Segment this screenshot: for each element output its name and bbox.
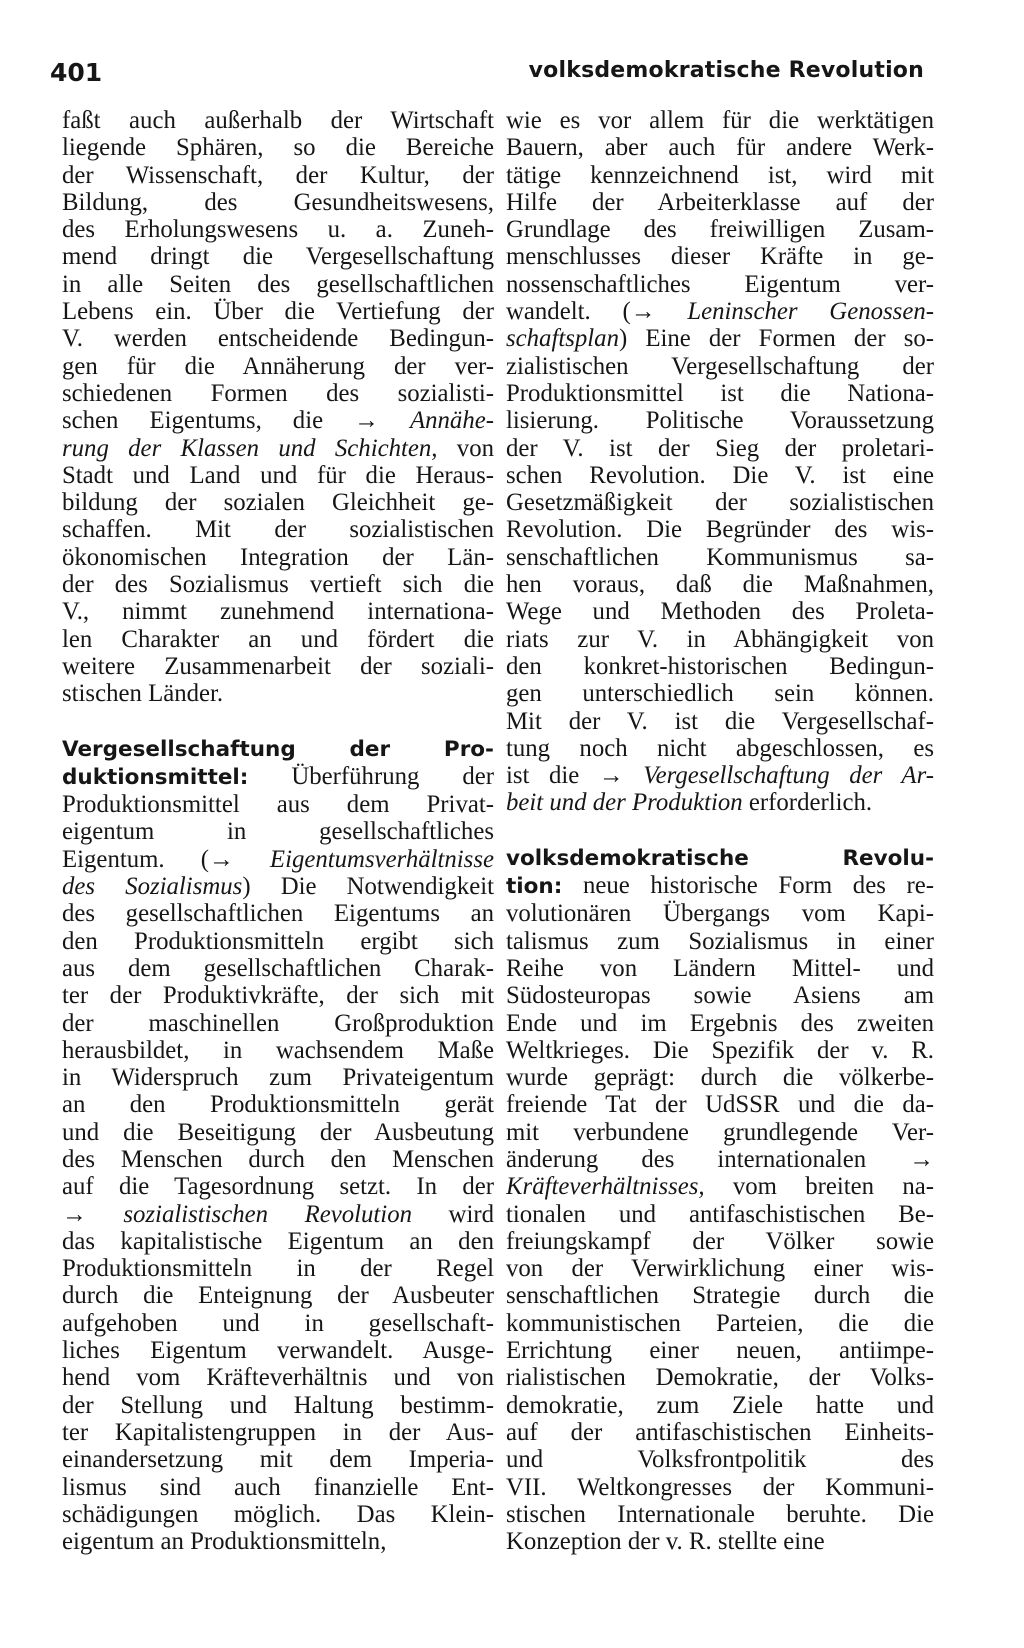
text-run: senschaftlichen Strategie durch die	[506, 1282, 934, 1310]
text-run: Produktionsmittel aus dem Privat-	[62, 791, 494, 819]
text-line	[62, 1119, 494, 1146]
text-run: wandelt. (→	[506, 298, 688, 326]
text-line	[62, 955, 494, 982]
text-run: menschlusses dieser Kräfte in ge-	[506, 243, 934, 271]
text-run: Wege und Methoden des Proleta-	[506, 598, 934, 626]
text-line	[62, 435, 494, 462]
text-run: hend vom Kräfteverhältnis und von	[62, 1364, 494, 1392]
text-run: schädigungen möglich. Das Klein-	[62, 1500, 494, 1528]
text-run: Revolution. Die Begründer des wis-	[506, 516, 934, 544]
text-line	[506, 1501, 934, 1528]
text-line	[62, 325, 494, 352]
text-run: freiungskampf der Völker sowie	[506, 1227, 934, 1255]
text-line	[62, 1037, 494, 1064]
text-line	[62, 162, 494, 189]
text-run: gen für die Annäherung der ver-	[62, 352, 494, 380]
text-line	[62, 1064, 494, 1091]
entry-headword: volksdemokratische Revolu-	[506, 845, 934, 871]
text-run: aufgehoben und in gesellschaft-	[62, 1309, 494, 1337]
text-run: V. werden entscheidende Bedingun-	[62, 325, 494, 353]
text-run: der des Sozialismus vertieft sich die	[62, 571, 494, 599]
text-run: bildung der sozialen Gleichheit ge-	[62, 489, 494, 517]
text-run: Stadt und Land und für die Heraus-	[62, 461, 494, 489]
text-run: faßt auch außerhalb der Wirtschaft	[62, 107, 494, 134]
cross-reference: beit und der Produktion	[506, 789, 743, 817]
text-line	[506, 380, 934, 407]
cross-reference: Kräfteverhältnisses,	[506, 1173, 705, 1201]
text-line	[62, 407, 494, 434]
text-line	[506, 1528, 934, 1555]
text-line	[62, 1146, 494, 1173]
text-run: len Charakter an und fördert die	[62, 625, 494, 653]
cross-reference: des Sozialismus	[62, 873, 243, 901]
text-run: Gesetzmäßigkeit der sozialistischen	[506, 489, 934, 517]
text-line	[506, 489, 934, 516]
text-run: liches Eigentum verwandelt. Ausge-	[62, 1337, 494, 1365]
text-line	[506, 462, 934, 489]
text-run: zialistischen Vergesellschaftung der	[506, 352, 934, 380]
text-line	[506, 789, 934, 816]
text-run: Mit der V. ist die Vergesellschaf-	[506, 707, 934, 735]
page-header	[0, 58, 1024, 98]
cross-reference: Leninscher Genossen-	[687, 298, 934, 326]
text-run: stischen Internationale beruhte. Die	[506, 1500, 934, 1528]
text-run: an den Produktionsmitteln gerät	[62, 1091, 494, 1119]
text-run: Lebens ein. Über die Vertiefung der	[62, 298, 494, 326]
text-line	[62, 982, 494, 1009]
text-line	[506, 1337, 934, 1364]
text-line	[62, 134, 494, 161]
text-run: und die Beseitigung der Ausbeutung	[62, 1118, 494, 1146]
text-line	[62, 516, 494, 543]
text-run: durch die Enteignung der Ausbeuter	[62, 1282, 494, 1310]
text-line	[506, 872, 934, 900]
text-line	[506, 271, 934, 298]
text-run: eigentum an Produktionsmitteln,	[62, 1528, 387, 1556]
text-line	[62, 873, 494, 900]
text-line	[62, 353, 494, 380]
text-run: kommunistischen Parteien, die die	[506, 1309, 934, 1337]
text-line	[506, 298, 934, 325]
text-run: ter der Produktivkräfte, der sich mit	[62, 982, 494, 1010]
cross-reference: rung der Klassen und Schichten,	[62, 434, 438, 462]
text-line	[506, 1173, 934, 1200]
text-line	[62, 598, 494, 625]
text-line	[506, 189, 934, 216]
text-run: ) Die Notwendigkeit	[242, 873, 494, 901]
text-line	[506, 900, 934, 927]
text-line	[506, 1474, 934, 1501]
text-run: schaffen. Mit der sozialistischen	[62, 516, 494, 544]
text-run: riats zur V. in Abhängigkeit von	[506, 625, 934, 653]
text-run: von der Verwirklichung einer wis-	[506, 1255, 934, 1283]
text-run: tung noch nicht abgeschlossen, es	[506, 734, 934, 762]
text-run: wurde geprägt: durch die völkerbe-	[506, 1064, 934, 1092]
cross-reference: Vergesellschaftung der Ar-	[643, 762, 934, 790]
text-line	[506, 216, 934, 243]
text-line	[62, 900, 494, 927]
text-line	[62, 846, 494, 873]
text-run: der Stellung und Haltung bestimm-	[62, 1391, 494, 1419]
text-line	[506, 1310, 934, 1337]
text-line	[506, 598, 934, 625]
text-run: Produktionsmittel ist die Nationa-	[506, 379, 934, 407]
text-line	[62, 571, 494, 598]
text-run: den Produktionsmitteln ergibt sich	[62, 927, 494, 955]
text-run: ökonomischen Integration der Län-	[62, 543, 494, 571]
cross-reference: schaftsplan	[506, 325, 619, 353]
paragraph-gap	[62, 708, 494, 735]
text-line	[506, 1228, 934, 1255]
text-line	[506, 735, 934, 762]
text-line	[62, 462, 494, 489]
text-run: neue historische Form des re-	[562, 872, 934, 900]
text-line	[62, 791, 494, 818]
text-run: stischen Länder.	[62, 680, 224, 708]
cross-reference: sozialistischen Revolution	[123, 1200, 412, 1228]
text-run: gen unterschiedlich sein können.	[506, 680, 934, 708]
text-run: demokratie, zum Ziele hatte und	[506, 1391, 934, 1419]
text-run: einandersetzung mit dem Imperia-	[62, 1446, 494, 1474]
text-run: schen Eigentums, die →	[62, 407, 410, 435]
text-run: Eigentum. (→	[62, 845, 270, 873]
text-line	[62, 1528, 494, 1555]
text-run: rialistischen Demokratie, der Volks-	[506, 1364, 934, 1392]
text-run: ) Eine der Formen der so-	[618, 325, 934, 353]
text-run: der Wissenschaft, der Kultur, der	[62, 161, 494, 189]
text-line	[506, 680, 934, 707]
text-line	[62, 1310, 494, 1337]
text-run: eigentum in gesellschaftliches	[62, 818, 494, 846]
paragraph-gap	[506, 817, 934, 844]
text-line	[506, 1446, 934, 1473]
text-line	[506, 544, 934, 571]
text-line	[62, 1228, 494, 1255]
text-line	[62, 1474, 494, 1501]
text-run: Bauern, aber auch für andere Werk-	[506, 134, 934, 162]
text-line	[62, 735, 494, 763]
text-line	[506, 1010, 934, 1037]
cross-reference: Annähe-	[409, 407, 494, 435]
text-line	[62, 380, 494, 407]
text-line	[506, 134, 934, 161]
text-run: Weltkrieges. Die Spezifik der v. R.	[506, 1036, 934, 1064]
text-line	[62, 216, 494, 243]
text-run: auf die Tagesordnung setzt. In der	[62, 1173, 494, 1201]
text-line	[62, 189, 494, 216]
text-run: hen voraus, daß die Maßnahmen,	[506, 571, 934, 599]
text-run: Grundlage des freiwilligen Zusam-	[506, 216, 934, 244]
text-run: der maschinellen Großproduktion	[62, 1009, 494, 1037]
text-run: talismus zum Sozialismus in einer	[506, 927, 934, 955]
text-run: in alle Seiten des gesellschaftlichen	[62, 270, 494, 298]
text-run: liegende Sphären, so die Bereiche	[62, 134, 494, 162]
entry-headword: Vergesellschaftung der Pro-	[62, 736, 494, 762]
text-line	[506, 107, 934, 134]
text-line	[506, 1091, 934, 1118]
text-line	[62, 1201, 494, 1228]
text-line	[506, 1282, 934, 1309]
text-line	[506, 928, 934, 955]
text-run: herausbildet, in wachsendem Maße	[62, 1036, 494, 1064]
text-line	[62, 763, 494, 791]
text-line	[506, 955, 934, 982]
text-run: des Erholungswesens u. a. Zuneh-	[62, 216, 494, 244]
page-number: 401	[50, 58, 103, 87]
text-run: VII. Weltkongresses der Kommuni-	[506, 1473, 934, 1501]
text-run: →	[62, 1200, 124, 1228]
text-run: den konkret-historischen Bedingun-	[506, 652, 934, 680]
text-run: wird	[412, 1200, 494, 1228]
text-run: lisierung. Politische Voraussetzung	[506, 407, 934, 435]
text-line	[62, 1282, 494, 1309]
left-column	[62, 107, 494, 1555]
text-run: und Volksfrontpolitik des	[506, 1446, 934, 1474]
text-run: Konzeption der v. R. stellte eine	[506, 1528, 825, 1556]
text-run: V., nimmt zunehmend internationa-	[62, 598, 494, 626]
text-line	[506, 1119, 934, 1146]
text-run: mit verbundene grundlegende Ver-	[506, 1118, 934, 1146]
text-line	[506, 243, 934, 270]
text-run: Errichtung einer neuen, antiimpe-	[506, 1337, 934, 1365]
text-run: tionalen und antifaschistischen Be-	[506, 1200, 934, 1228]
text-line	[62, 1501, 494, 1528]
text-run: des gesellschaftlichen Eigentums an	[62, 900, 494, 928]
text-line	[506, 708, 934, 735]
text-run: schiedenen Formen des sozialisti-	[62, 379, 494, 407]
entry-headword: duktionsmittel:	[62, 764, 249, 790]
text-run: erforderlich.	[742, 789, 873, 817]
text-line	[62, 1392, 494, 1419]
text-run: tätige kennzeichnend ist, wird mit	[506, 161, 934, 189]
text-run: ter Kapitalistengruppen in der Aus-	[62, 1418, 494, 1446]
right-column	[506, 107, 934, 1555]
text-run: von	[437, 434, 494, 462]
text-run: mend dringt die Vergesellschaftung	[62, 243, 494, 271]
text-line	[506, 571, 934, 598]
text-run: Südosteuropas sowie Asiens am	[506, 982, 934, 1010]
text-line	[506, 516, 934, 543]
text-line	[506, 435, 934, 462]
text-line	[62, 680, 494, 707]
text-run: senschaftlichen Kommunismus sa-	[506, 543, 934, 571]
text-run: Ende und im Ergebnis des zweiten	[506, 1009, 934, 1037]
text-run: Hilfe der Arbeiterklasse auf der	[506, 188, 934, 216]
text-run: nossenschaftliches Eigentum ver-	[506, 270, 934, 298]
text-line	[506, 1364, 934, 1391]
text-run: des Menschen durch den Menschen	[62, 1145, 494, 1173]
text-run: vom breiten na-	[704, 1173, 934, 1201]
text-line	[62, 1419, 494, 1446]
text-run: in Widerspruch zum Privateigentum	[62, 1064, 494, 1092]
text-run: Überführung der	[248, 762, 494, 790]
text-line	[62, 818, 494, 845]
text-line	[506, 1146, 934, 1173]
text-line	[506, 1201, 934, 1228]
text-line	[62, 1255, 494, 1282]
text-line	[506, 1419, 934, 1446]
text-line	[62, 298, 494, 325]
text-line	[506, 844, 934, 872]
text-run: weitere Zusammenarbeit der soziali-	[62, 652, 494, 680]
text-line	[62, 1173, 494, 1200]
text-line	[506, 1255, 934, 1282]
text-run: änderung des internationalen →	[506, 1145, 934, 1173]
text-line	[506, 407, 934, 434]
text-run: Reihe von Ländern Mittel- und	[506, 954, 934, 982]
text-line	[506, 162, 934, 189]
text-line	[62, 107, 494, 134]
entry-headword: tion:	[506, 874, 563, 900]
text-run: ist die →	[506, 762, 644, 790]
text-run: aus dem gesellschaftlichen Charak-	[62, 954, 494, 982]
text-line	[506, 1064, 934, 1091]
text-line	[62, 626, 494, 653]
text-line	[506, 325, 934, 352]
text-line	[62, 1337, 494, 1364]
text-run: Produktionsmitteln in der Regel	[62, 1255, 494, 1283]
text-line	[506, 353, 934, 380]
text-line	[62, 1010, 494, 1037]
text-run: freiende Tat der UdSSR und die da-	[506, 1091, 934, 1119]
text-line	[62, 271, 494, 298]
text-line	[62, 544, 494, 571]
text-run: das kapitalistische Eigentum an den	[62, 1227, 494, 1255]
text-line	[62, 928, 494, 955]
text-line	[62, 243, 494, 270]
text-line	[506, 1037, 934, 1064]
cross-reference: Eigentumsverhältnisse	[269, 845, 494, 873]
text-line	[506, 982, 934, 1009]
text-line	[62, 489, 494, 516]
text-run: wie es vor allem für die werktätigen	[506, 107, 934, 134]
text-line	[506, 1392, 934, 1419]
text-line	[62, 1091, 494, 1118]
text-line	[62, 653, 494, 680]
text-run: lismus sind auch finanzielle Ent-	[62, 1473, 494, 1501]
text-line	[62, 1364, 494, 1391]
text-run: schen Revolution. Die V. ist eine	[506, 461, 934, 489]
text-line	[506, 626, 934, 653]
text-line	[62, 1446, 494, 1473]
text-line	[506, 653, 934, 680]
running-title: volksdemokratische Revolution	[528, 58, 924, 83]
text-run: der V. ist der Sieg der proletari-	[506, 434, 934, 462]
text-run: auf der antifaschistischen Einheits-	[506, 1418, 934, 1446]
text-run: Bildung, des Gesundheitswesens,	[62, 188, 494, 216]
text-line	[506, 762, 934, 789]
text-run: volutionären Übergangs vom Kapi-	[506, 900, 934, 928]
